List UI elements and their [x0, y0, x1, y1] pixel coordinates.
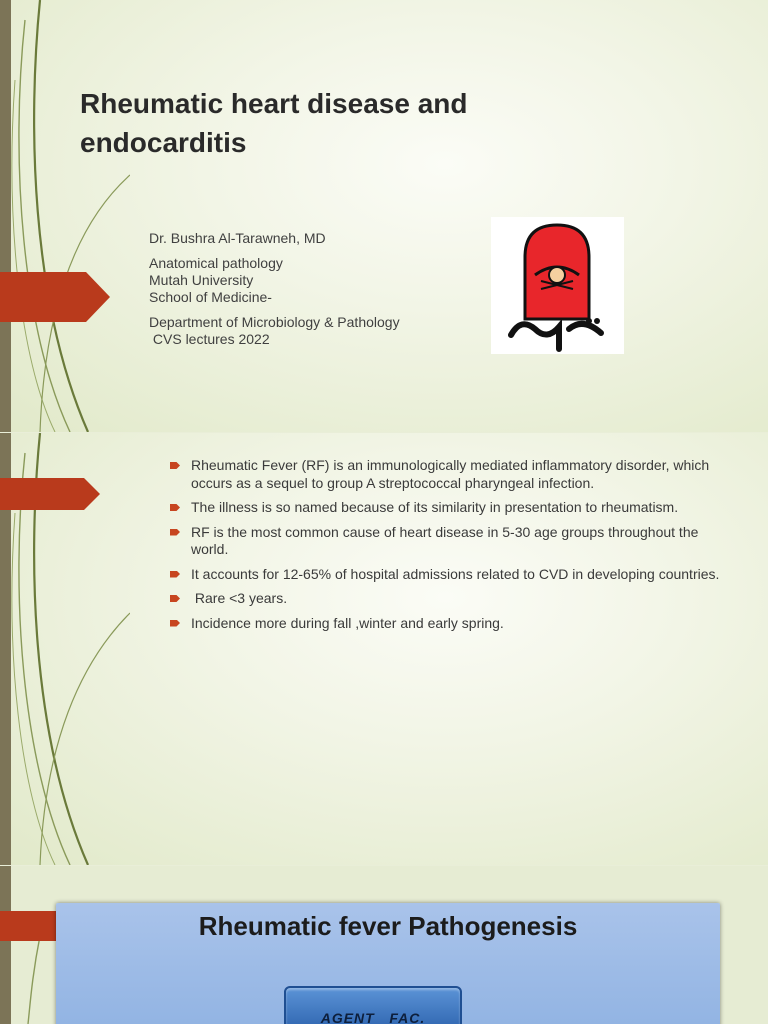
affiliation-line: School of Medicine-: [149, 289, 272, 305]
accent-bar: [0, 911, 60, 941]
department: [149, 314, 479, 348]
department-line: CVS lectures 2022: [149, 331, 270, 347]
list-item: It accounts for 12-65% of hospital admissions related to CVD in developing countries.: [170, 566, 730, 584]
slide-title-heading: Rheumatic heart disease and endocarditis: [80, 88, 468, 158]
arrow-bullet-icon: [170, 462, 180, 469]
affiliation: [149, 255, 479, 306]
slide-title: [0, 0, 768, 432]
department-line: Department of Microbiology & Pathology: [149, 314, 400, 330]
arrow-bullet-icon: [170, 571, 180, 578]
list-item: RF is the most common cause of heart disease in 5-30 age groups throughout the world.: [170, 524, 730, 559]
university-seal-logo: [491, 217, 624, 354]
accent-arrow: [0, 478, 100, 510]
panel-title: Rheumatic fever Pathogenesis: [198, 911, 578, 941]
affiliation-line: Mutah University: [149, 272, 254, 288]
bullet-list: [170, 457, 730, 639]
arrow-bullet-icon: [170, 620, 180, 627]
slide-pathogenesis: [0, 866, 768, 1024]
list-item: Rheumatic Fever (RF) is an immunologically mediated inflammatory disorder, which occurs as a sequel to group A streptococcal pharyngeal infection.: [170, 457, 730, 492]
agent-factor-label: AGENT FAC.: [320, 1010, 426, 1024]
affiliation-line: Anatomical pathology: [149, 255, 283, 271]
slide-introduction: [0, 433, 768, 865]
arrow-bullet-icon: [170, 529, 180, 536]
list-item: The illness is so named because of its similarity in presentation to rheumatism.: [170, 499, 730, 517]
pathogenesis-panel: [56, 903, 720, 1024]
author-name: Dr. Bushra Al-Tarawneh, MD: [149, 230, 326, 246]
arrow-bullet-icon: [170, 504, 180, 511]
decorative-curves: [0, 866, 60, 1024]
list-item: Rare <3 years.: [170, 590, 730, 608]
list-item: Incidence more during fall ,winter and early spring.: [170, 615, 730, 633]
arrow-bullet-icon: [170, 595, 180, 602]
presenter-info: [149, 230, 479, 356]
agent-factor-box: [284, 986, 462, 1024]
decorative-curves: [0, 0, 130, 432]
